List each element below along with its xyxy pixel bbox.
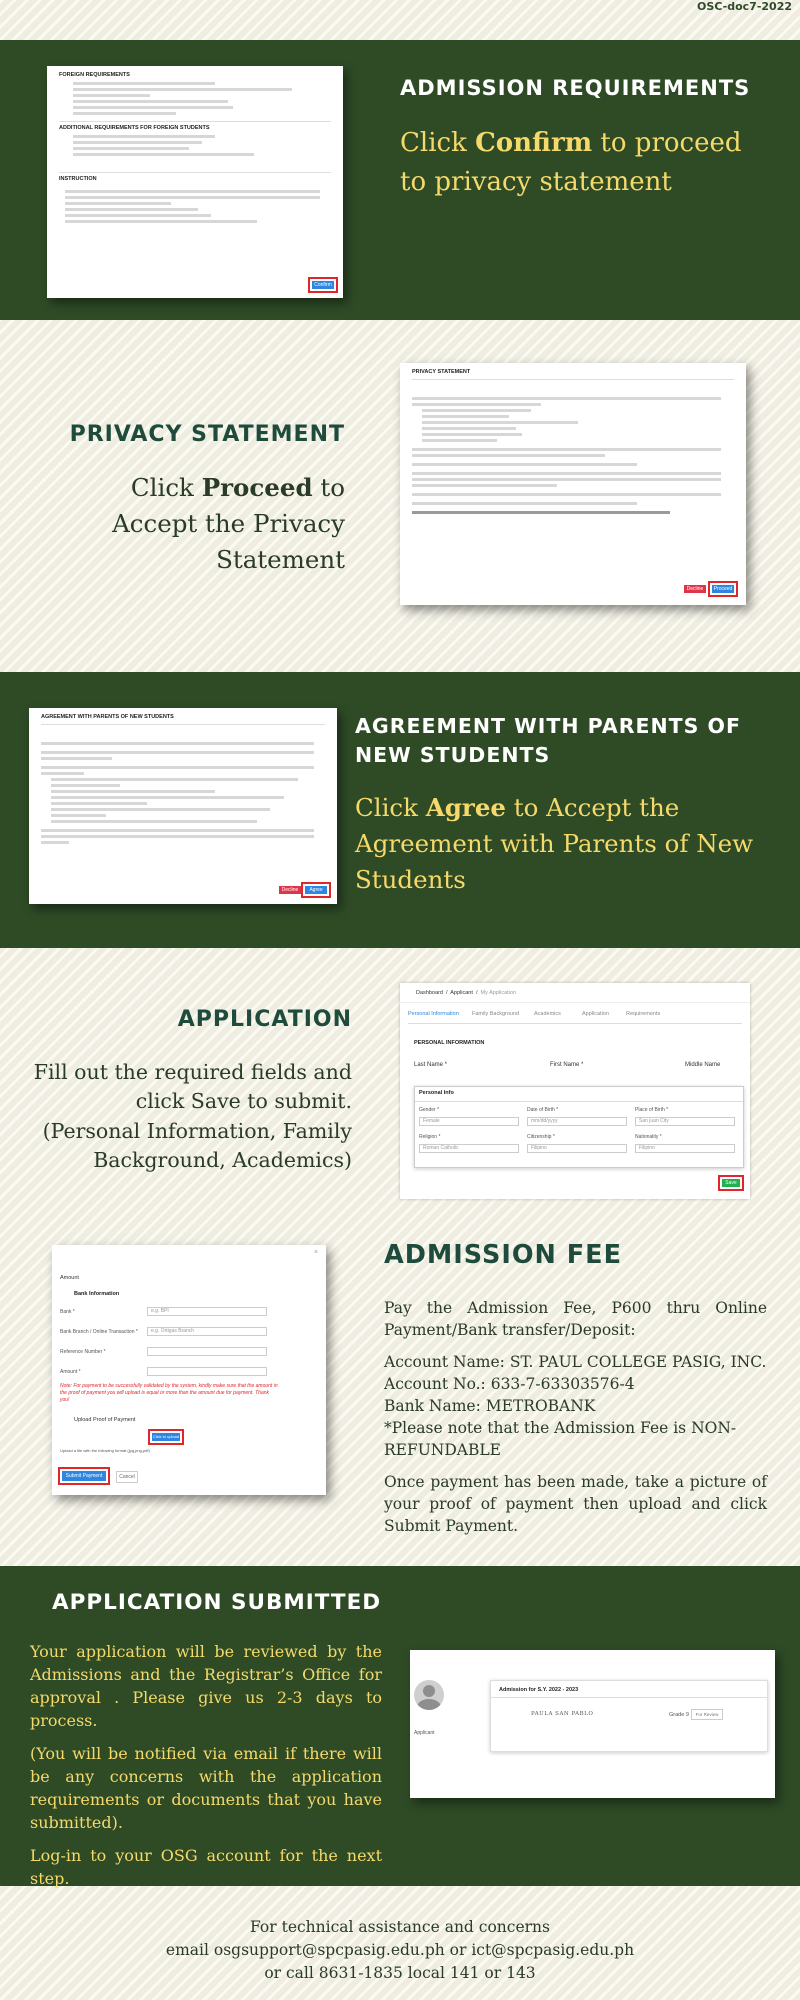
reference-number-label: Reference Number * — [60, 1349, 106, 1355]
tab-personal-information[interactable]: Personal Information — [408, 1011, 459, 1017]
citizenship-label: Citizenship * — [527, 1134, 555, 1140]
non-refundable-note: *Please note that the Admission Fee is NON-REFUNDABLE — [384, 1419, 737, 1459]
agreement-shot-heading: AGREEMENT WITH PARENTS OF NEW STUDENTS — [41, 714, 174, 720]
admission-requirements-title: ADMISSION REQUIREMENTS — [400, 76, 751, 100]
breadcrumb-applicant[interactable]: Applicant — [450, 990, 473, 996]
applicant-role: Applicant — [414, 1730, 435, 1736]
agreement-title: AGREEMENT WITH PARENTS OF NEW STUDENTS — [355, 714, 741, 767]
bank-branch-input[interactable]: e.g. Ortigas Branch — [147, 1327, 267, 1336]
amount-input[interactable] — [147, 1367, 267, 1376]
application-instruction-2: (Personal Information, Family Background, Academics) — [42, 1119, 352, 1172]
application-status-screenshot — [410, 1650, 775, 1798]
privacy-statement-screenshot — [400, 363, 746, 605]
last-name-label: Last Name * — [414, 1062, 448, 1068]
first-name-label: First Name * — [550, 1062, 584, 1068]
payment-note: Note: For payment to be successfully validated by the system, kindly make sure that the amount in the proof of payment you will upload is equal or more than the amount due for payment. Thank you! — [60, 1383, 278, 1403]
breadcrumb: Dashboard / Applicant / My Application — [416, 990, 517, 996]
gender-label: Gender * — [419, 1107, 440, 1113]
decline-button[interactable]: Decline — [279, 886, 301, 894]
save-button[interactable]: Save — [722, 1179, 740, 1187]
login-notice: Log-in to your OSG account for the next step. — [30, 1846, 382, 1888]
privacy-statement-shot-heading: PRIVACY STATEMENT — [412, 369, 471, 375]
confirm-button[interactable]: Confirm — [312, 281, 334, 289]
admission-fee-title: ADMISSION FEE — [384, 1240, 622, 1270]
upload-highlight — [148, 1429, 184, 1445]
account-number: Account No.: 633-7-63303576-4 — [384, 1375, 635, 1393]
breadcrumb-dashboard[interactable]: Dashboard — [416, 990, 443, 996]
document-id: OSC-doc7-2022 — [697, 0, 792, 13]
decline-button[interactable]: Decline — [684, 585, 706, 593]
confirm-highlight — [308, 277, 338, 293]
close-icon[interactable]: × — [313, 1249, 318, 1256]
breadcrumb-my-application: My Application — [480, 990, 517, 996]
bank-branch-label: Bank Branch / Online Transaction * — [60, 1329, 138, 1335]
submit-payment-button[interactable]: Submit Payment — [62, 1471, 106, 1481]
bank-input[interactable]: e.g. BPI — [147, 1307, 267, 1316]
religion-select[interactable]: Roman Catholic — [419, 1144, 519, 1153]
agreement-screenshot — [29, 708, 337, 904]
date-of-birth-label: Date of Birth * — [527, 1107, 559, 1113]
personal-info-card-title: Personal Info — [419, 1090, 454, 1096]
application-title: APPLICATION — [177, 1007, 352, 1032]
reference-number-input[interactable] — [147, 1347, 267, 1356]
nationality-input[interactable]: Filipino — [635, 1144, 735, 1153]
proceed-button[interactable]: Proceed — [713, 586, 733, 592]
agreement-instruction: Click Agree to Accept the Agreement with Parents of New Students — [355, 793, 754, 894]
application-instruction-1: Fill out the required fields and click Save to submit. — [33, 1060, 352, 1113]
tab-requirements[interactable]: Requirements — [626, 1011, 661, 1017]
footer-line-2: email osgsupport@spcpasig.edu.ph or ict@spcpasig.edu.ph — [165, 1941, 635, 1959]
amount-label: Amount * — [60, 1369, 81, 1375]
admission-requirements-section — [0, 40, 800, 320]
admission-requirements-instruction: Click Confirm to proceed to privacy statement — [400, 128, 742, 197]
agree-highlight — [301, 882, 331, 898]
footer — [0, 1916, 800, 1985]
privacy-statement-instruction: Click Proceed to Accept the Privacy Statement — [112, 473, 345, 574]
applicant-name: PAULA SAN PABLO — [531, 1711, 594, 1717]
personal-info-card — [414, 1086, 744, 1168]
date-of-birth-input[interactable]: mm/dd/yyyy — [527, 1117, 627, 1126]
payment-form-screenshot — [52, 1245, 326, 1495]
bank-information-heading: Bank Information — [74, 1291, 120, 1297]
upload-formats: Upload a file with the following format (jpg,png,pdf) — [60, 1448, 150, 1453]
proceed-highlight — [708, 581, 738, 597]
foreign-requirements-heading: FOREIGN REQUIREMENTS — [59, 72, 130, 78]
proceed-keyword: Proceed — [201, 473, 313, 502]
admission-card — [490, 1680, 768, 1752]
place-of-birth-label: Place of Birth * — [635, 1107, 669, 1113]
cancel-button[interactable]: Cancel — [116, 1471, 138, 1483]
amount-heading: Amount — [60, 1275, 79, 1281]
upload-proof-instruction: Once payment has been made, take a picture of your proof of payment then upload and click Submit Payment. — [384, 1473, 767, 1535]
admission-requirements-screenshot — [47, 66, 343, 298]
gender-select[interactable]: Female — [419, 1117, 519, 1126]
tab-family-background[interactable]: Family Background — [472, 1011, 520, 1017]
status-badge: For Review — [691, 1709, 723, 1720]
bank-label: Bank * — [60, 1309, 75, 1315]
click-to-upload-button[interactable]: Click to upload — [152, 1434, 180, 1439]
application-submitted-section — [0, 1566, 800, 1886]
admission-fee-payment-text: Pay the Admission Fee, P600 thru Online Payment/Bank transfer/Deposit: — [384, 1299, 767, 1339]
personal-information-heading: PERSONAL INFORMATION — [414, 1040, 485, 1046]
footer-line-1: For technical assistance and concerns — [250, 1918, 550, 1936]
additional-requirements-heading: ADDITIONAL REQUIREMENTS FOR FOREIGN STUDENTS — [59, 121, 331, 131]
religion-label: Religion * — [419, 1134, 441, 1140]
agree-keyword: Agree — [425, 793, 507, 822]
application-form-screenshot — [400, 983, 750, 1199]
submit-payment-highlight — [58, 1467, 110, 1485]
avatar — [414, 1680, 444, 1710]
review-notice: Your application will be reviewed by the Admissions and the Registrar’s Office for approval . Please give us 2-3 days to process. — [30, 1642, 382, 1730]
nationality-label: Nationality * — [635, 1134, 662, 1140]
admission-fee-details — [384, 1297, 767, 1547]
instruction-heading: INSTRUCTION — [59, 172, 331, 182]
application-submitted-title: APPLICATION SUBMITTED — [52, 1590, 382, 1615]
account-name: Account Name: ST. PAUL COLLEGE PASIG, INC. — [384, 1353, 767, 1371]
applicant-grade: Grade 9 — [669, 1712, 689, 1718]
agree-button[interactable]: Agree — [305, 886, 327, 894]
upload-proof-heading: Upload Proof of Payment — [74, 1417, 136, 1423]
email-notice: (You will be notified via email if there will be any concerns with the application requirements or documents that you have submitted). — [30, 1744, 382, 1832]
agreement-section — [0, 672, 800, 948]
tab-application[interactable]: Application — [582, 1011, 609, 1017]
bank-name: Bank Name: METROBANK — [384, 1397, 596, 1415]
admission-card-title: Admission for S.Y. 2022 - 2023 — [499, 1687, 579, 1693]
tab-academics[interactable]: Academics — [534, 1011, 561, 1017]
footer-line-3: or call 8631-1835 local 141 or 143 — [264, 1964, 536, 1982]
place-of-birth-input[interactable]: San juan City — [635, 1117, 735, 1126]
save-highlight — [718, 1175, 744, 1191]
application-submitted-details — [30, 1640, 382, 1900]
middle-name-label: Middle Name — [685, 1062, 721, 1068]
citizenship-input[interactable]: Filipino — [527, 1144, 627, 1153]
confirm-keyword: Confirm — [475, 128, 593, 158]
privacy-statement-title: PRIVACY STATEMENT — [69, 422, 345, 447]
